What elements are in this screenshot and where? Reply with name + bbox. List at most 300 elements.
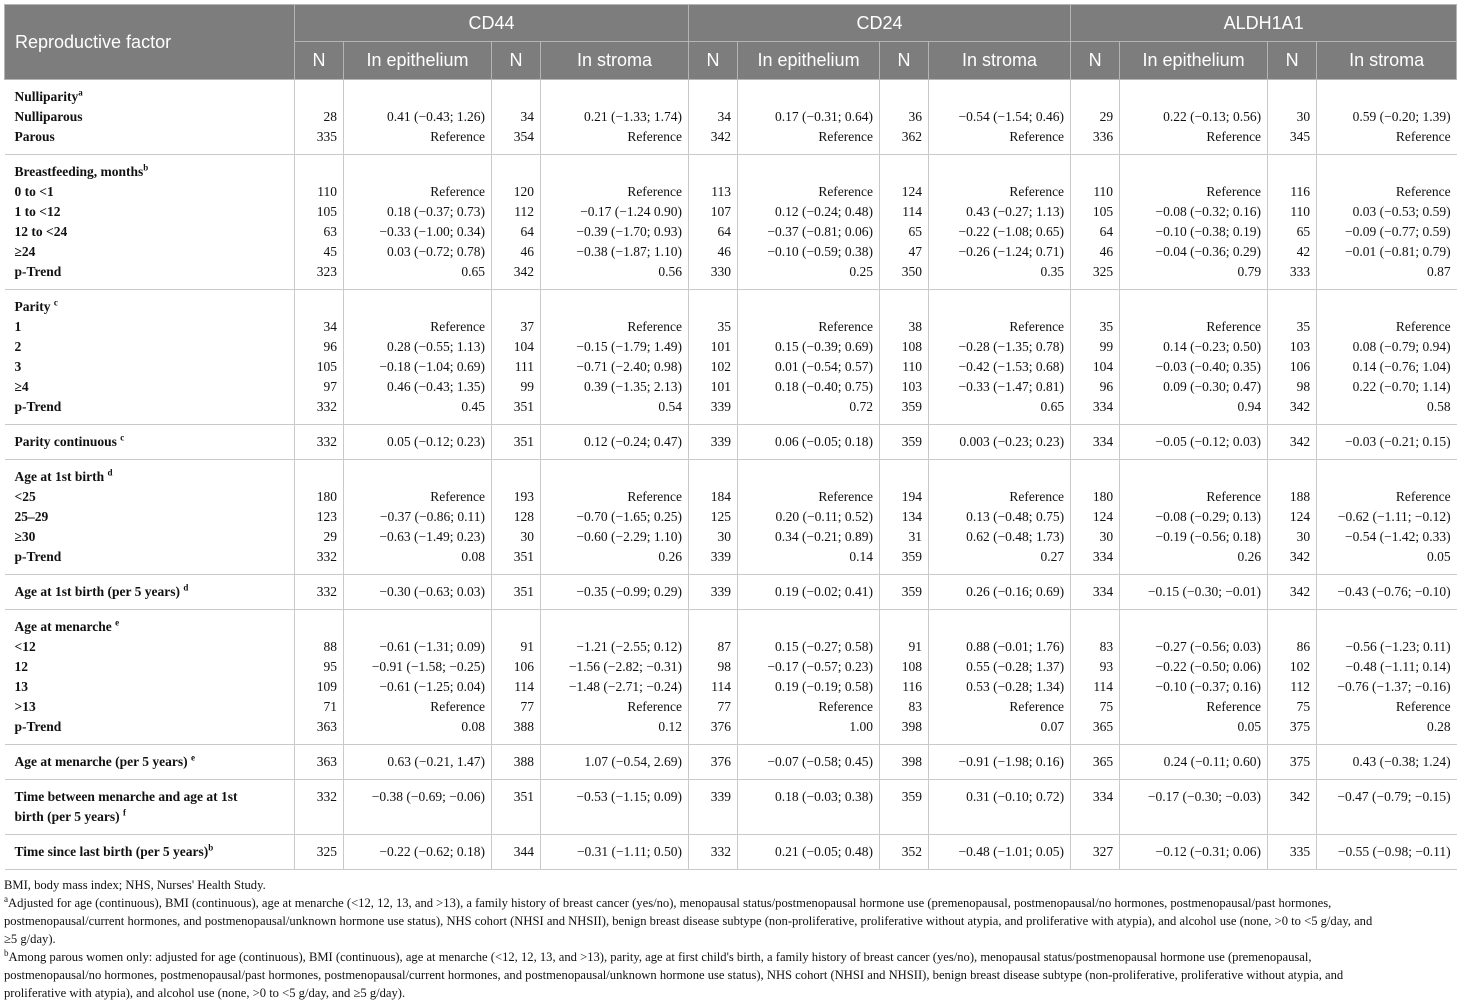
n-value: 388 [513,719,534,734]
spacer [301,297,337,317]
spacer [935,87,1064,107]
n-value: 104 [1092,359,1114,374]
n-value: 106 [1289,359,1311,374]
column-cd44-epithelium [344,80,492,155]
row-label: p-Trend [14,549,62,564]
spacer [935,162,1064,182]
row-labels-cell [5,80,295,155]
row-label: 0 to <1 [14,184,54,199]
footnote-b-marker: b [4,947,9,958]
column-aldh1a1-n [1071,575,1120,610]
group-title-text: Age at 1st birth (per 5 years) [14,584,184,599]
estimate-value: 1.00 [849,719,874,734]
n-value: 75 [1099,699,1114,714]
n-value: 351 [513,549,534,564]
n-value: 83 [1099,639,1114,654]
estimate-value: −0.33 (−1.47; 0.81) [958,379,1065,394]
group-title-text: Age at menarche (per 5 years) [14,754,191,769]
estimate-value: −0.08 (−0.32; 0.16) [1155,204,1262,219]
n-value: 30 [1099,529,1114,544]
estimate-value: −0.63 (−1.49; 0.23) [379,529,485,544]
n-value: 334 [1092,584,1114,599]
n-value: 339 [710,549,732,564]
column-cd24-n [880,780,929,835]
column-aldh1a1-n [1071,155,1120,290]
n-value: 65 [908,224,923,239]
estimate-value: Reference [818,129,874,144]
table-row-group [5,155,1457,290]
estimate-value: 0.08 [461,549,485,564]
spacer [1274,162,1310,182]
column-cd44-epithelium [344,460,492,575]
row-label: 1 [14,319,22,334]
column-aldh1a1-stroma [1317,745,1457,780]
n-value: 325 [1092,264,1114,279]
group-title [15,467,289,487]
estimate-value: 0.65 [461,264,485,279]
estimate-value: Reference [430,184,485,199]
n-value: 93 [1099,659,1114,674]
n-value: 376 [710,719,732,734]
estimate-value: 0.25 [849,264,874,279]
estimate-value: 0.18 (−0.37; 0.73) [387,204,485,219]
row-labels-cell [5,610,295,745]
n-value: 180 [1092,489,1114,504]
n-value: 376 [710,754,732,769]
spacer [350,617,485,637]
column-cd24-n [689,780,738,835]
estimate-value: 0.72 [849,399,874,414]
estimate-value: 0.14 (−0.23; 0.50) [1163,339,1262,354]
column-cd24-epithelium [738,425,880,460]
estimate-value: Reference [430,319,485,334]
spacer [498,162,534,182]
column-cd44-n [492,780,541,835]
n-value: 42 [1296,244,1311,259]
n-value: 351 [513,399,534,414]
footnote-b-line-1: Among parous women only: adjusted for age (continuous), BMI (continuous), age at menarche (<12, 12, 13, and >13), parity, age at first child's birth, a family history of breast cancer (yes/no), menopausal status/postmenopausal hormone use (premenopausal, [8,950,1312,964]
n-value: 339 [710,399,732,414]
estimate-value: 0.56 [658,264,683,279]
estimate-value: 0.06 (−0.05; 0.18) [775,434,874,449]
n-value: 63 [323,224,337,239]
column-cd24-n [880,610,929,745]
column-aldh1a1-n [1268,290,1317,425]
header-n: N [1071,42,1120,80]
estimate-value: 0.12 (−0.24; 0.48) [775,204,874,219]
n-value: 99 [520,379,534,394]
n-value: 342 [513,264,534,279]
table-row-group [5,780,1457,835]
results-table [4,4,1457,870]
group-title-footnote-marker: e [190,752,195,763]
column-aldh1a1-epithelium [1120,460,1268,575]
spacer [695,162,731,182]
column-cd44-epithelium [344,780,492,835]
n-value: 98 [1296,379,1311,394]
column-cd24-stroma [929,745,1071,780]
column-aldh1a1-n [1071,290,1120,425]
row-label: 2 [14,339,22,354]
header-cd24: CD24 [689,5,1071,42]
column-aldh1a1-stroma [1317,780,1457,835]
estimate-value: 0.22 (−0.13; 0.56) [1163,109,1262,124]
n-value: 359 [901,399,923,414]
n-value: 105 [316,359,337,374]
spacer [935,467,1064,487]
spacer [886,297,922,317]
footnote-b-line-3: proliferative with atypia), and alcohol use (none, >0 to <5 g/day, and ≥5 g/day). [4,986,406,1000]
column-cd44-n [295,610,344,745]
group-title-footnote-marker: c [53,297,58,308]
n-value: 103 [1289,339,1311,354]
footnote-b-line-2: postmenopausal/no hormones, postmenopausal/past hormones, postmenopausal/current hormones, and postmenopausal/unknown hormone use status), NHS cohort (NHSI and NHSII), benign breast disease subtype (non-proliferative, proliferative without atypia, and [4,968,1344,982]
n-value: 91 [520,639,534,654]
estimate-value: 0.27 [1040,549,1065,564]
estimate-value: 0.26 (−0.16; 0.69) [966,584,1065,599]
n-value: 365 [1092,719,1114,734]
column-cd24-n [689,460,738,575]
n-value: 335 [1289,844,1311,859]
estimate-value: Reference [627,184,683,199]
spacer [744,467,873,487]
n-value: 99 [1099,339,1114,354]
estimate-value: 0.13 (−0.48; 0.75) [966,509,1065,524]
estimate-value: −0.27 (−0.56; 0.03) [1155,639,1262,654]
spacer [695,87,731,107]
n-value: 120 [513,184,534,199]
column-cd24-stroma [929,575,1071,610]
estimate-value: Reference [1206,129,1262,144]
estimate-value: 0.05 (−0.12; 0.23) [387,434,485,449]
n-value: 88 [323,639,337,654]
spacer [498,87,534,107]
n-value: 96 [1099,379,1114,394]
estimate-value: −0.71 (−2.40; 0.98) [576,359,683,374]
column-cd24-stroma [929,610,1071,745]
estimate-value: 0.19 (−0.02; 0.41) [775,584,874,599]
group-title [15,787,289,807]
estimate-value: Reference [627,699,683,714]
estimate-value: Reference [1009,319,1065,334]
group-title [15,842,289,862]
n-value: 109 [316,679,337,694]
estimate-value: −0.19 (−0.56; 0.18) [1155,529,1262,544]
n-value: 325 [316,844,337,859]
estimate-value: Reference [1009,129,1065,144]
group-title [15,162,289,182]
column-aldh1a1-epithelium [1120,835,1268,870]
estimate-value: −0.37 (−0.86; 0.11) [379,509,485,524]
estimate-value: −0.47 (−0.79; −0.15) [1337,789,1451,804]
estimate-value: 0.55 (−0.28; 1.37) [966,659,1065,674]
column-cd44-stroma [541,610,689,745]
estimate-value: 0.31 (−0.10; 0.72) [966,789,1065,804]
n-value: 342 [1289,549,1311,564]
n-value: 123 [316,509,337,524]
column-cd44-n [295,290,344,425]
row-label: 3 [14,359,22,374]
estimate-value: Reference [1009,184,1065,199]
estimate-value: 0.28 (−0.55; 1.13) [387,339,485,354]
n-value: 102 [710,359,732,374]
spacer [1274,467,1310,487]
row-label: >13 [14,699,36,714]
header-cd44: CD44 [295,5,689,42]
n-value: 35 [717,319,732,334]
group-title-footnote-marker: f [122,807,126,818]
n-value: 64 [1099,224,1114,239]
column-cd44-n [295,80,344,155]
column-aldh1a1-epithelium [1120,780,1268,835]
column-cd24-epithelium [738,460,880,575]
n-value: 108 [901,659,923,674]
estimate-value: 0.18 (−0.40; 0.75) [775,379,874,394]
n-value: 354 [513,129,534,144]
n-value: 388 [513,754,534,769]
estimate-value: −0.61 (−1.31; 0.09) [379,639,485,654]
n-value: 110 [1290,204,1311,219]
estimate-value: −0.03 (−0.21; 0.15) [1345,434,1451,449]
estimate-value: 0.08 [461,719,485,734]
column-aldh1a1-stroma [1317,290,1457,425]
n-value: 125 [710,509,732,524]
n-value: 184 [710,489,732,504]
n-value: 34 [323,319,337,334]
column-aldh1a1-n [1268,575,1317,610]
n-value: 116 [902,679,923,694]
n-value: 111 [514,359,534,374]
n-value: 101 [710,339,732,354]
spacer [935,617,1064,637]
column-cd44-n [492,290,541,425]
n-value: 359 [901,789,923,804]
spacer [1126,617,1261,637]
column-cd24-n [880,575,929,610]
estimate-value: Reference [627,489,683,504]
n-value: 359 [901,434,923,449]
n-value: 336 [1092,129,1114,144]
estimate-value: −0.35 (−0.99; 0.29) [576,584,683,599]
estimate-value: −0.15 (−0.30; −0.01) [1147,584,1262,599]
n-value: 398 [901,719,923,734]
column-aldh1a1-epithelium [1120,425,1268,460]
spacer [301,87,337,107]
estimate-value: 1.07 (−0.54, 2.69) [584,754,683,769]
n-value: 398 [901,754,923,769]
table-row-group [5,460,1457,575]
column-cd44-stroma [541,745,689,780]
spacer [1077,162,1113,182]
group-title-footnote-marker: b [143,162,149,173]
spacer [350,297,485,317]
n-value: 110 [317,184,337,199]
estimate-value: 0.43 (−0.38; 1.24) [1352,754,1451,769]
n-value: 86 [1296,639,1311,654]
n-value: 114 [711,679,732,694]
spacer [935,297,1064,317]
n-value: 339 [710,789,732,804]
estimate-value: 0.53 (−0.28; 1.34) [966,679,1065,694]
spacer [886,162,922,182]
estimate-value: 0.34 (−0.21; 0.89) [775,529,874,544]
column-cd24-epithelium [738,745,880,780]
n-value: 46 [1099,244,1114,259]
column-cd24-n [880,155,929,290]
column-aldh1a1-n [1268,780,1317,835]
column-cd24-n [689,80,738,155]
estimate-value: −0.91 (−1.58; −0.25) [371,659,485,674]
column-aldh1a1-stroma [1317,425,1457,460]
spacer [1323,297,1451,317]
n-value: 71 [323,699,337,714]
n-value: 113 [711,184,732,199]
column-aldh1a1-stroma [1317,155,1457,290]
column-aldh1a1-epithelium [1120,155,1268,290]
spacer [301,467,337,487]
column-aldh1a1-n [1268,745,1317,780]
estimate-value: Reference [1395,319,1451,334]
row-label: 1 to <12 [14,204,61,219]
group-title-footnote-marker: e [115,617,120,628]
column-cd44-n [295,835,344,870]
estimate-value: 0.26 [658,549,683,564]
n-value: 83 [908,699,923,714]
spacer [886,87,922,107]
n-value: 359 [901,549,923,564]
footnote-a-line-3: ≥5 g/day). [4,932,56,946]
column-cd44-stroma [541,425,689,460]
n-value: 35 [1099,319,1114,334]
column-cd24-epithelium [738,290,880,425]
spacer [886,617,922,637]
estimate-value: 0.87 [1426,264,1451,279]
estimate-value: 0.08 (−0.79; 0.94) [1352,339,1451,354]
header-n: N [1268,42,1317,80]
estimate-value: 0.12 (−0.24; 0.47) [584,434,683,449]
column-cd24-n [880,80,929,155]
n-value: 332 [316,399,337,414]
row-labels-cell [5,460,295,575]
table-row-group [5,575,1457,610]
group-title [15,617,289,637]
n-value: 375 [1289,719,1311,734]
estimate-value: −1.21 (−2.55; 0.12) [576,639,683,654]
estimate-value: −0.05 (−0.12; 0.03) [1155,434,1262,449]
estimate-value: Reference [1395,489,1451,504]
n-value: 342 [1289,789,1311,804]
spacer [498,467,534,487]
estimate-value: −0.48 (−1.11; 0.14) [1345,659,1451,674]
n-value: 335 [316,129,337,144]
n-value: 193 [513,489,534,504]
spacer [744,162,873,182]
spacer [498,297,534,317]
column-cd44-n [492,80,541,155]
group-title-footnote-marker: b [208,842,214,853]
group-title-text: Parity continuous [14,434,121,449]
n-value: 105 [316,204,337,219]
column-cd24-stroma [929,290,1071,425]
spacer [1274,297,1310,317]
estimate-value: 0.07 [1040,719,1065,734]
n-value: 332 [316,584,337,599]
column-cd44-n [492,835,541,870]
n-value: 339 [710,434,732,449]
estimate-value: Reference [818,184,874,199]
column-cd44-n [492,460,541,575]
n-value: 124 [901,184,923,199]
n-value: 332 [316,789,337,804]
n-value: 116 [1290,184,1311,199]
column-cd44-n [295,745,344,780]
row-label: <12 [14,639,36,654]
row-label: p-Trend [14,264,62,279]
n-value: 330 [710,264,732,279]
column-aldh1a1-epithelium [1120,610,1268,745]
estimate-value: −0.76 (−1.37; −0.16) [1337,679,1451,694]
n-value: 38 [908,319,923,334]
estimate-value: 0.54 [658,399,683,414]
column-cd24-n [689,155,738,290]
spacer [1323,467,1451,487]
column-cd24-n [880,425,929,460]
estimate-value: 0.65 [1040,399,1065,414]
column-cd24-n [689,425,738,460]
estimate-value: −0.03 (−0.40; 0.35) [1155,359,1262,374]
n-value: 344 [513,844,534,859]
estimate-value: −0.22 (−1.08; 0.65) [958,224,1065,239]
column-aldh1a1-n [1071,745,1120,780]
column-aldh1a1-n [1071,780,1120,835]
n-value: 345 [1289,129,1311,144]
group-title-text: Age at menarche [14,619,116,634]
estimate-value: 0.21 (−0.05; 0.48) [775,844,874,859]
table-footnotes [4,876,1456,1002]
column-aldh1a1-stroma [1317,80,1457,155]
estimate-value: −0.10 (−0.37; 0.16) [1155,679,1262,694]
row-labels-cell [5,575,295,610]
estimate-value: 0.18 (−0.03; 0.38) [775,789,874,804]
estimate-value: 0.45 [461,399,485,414]
spacer [1323,87,1451,107]
column-cd24-epithelium [738,610,880,745]
estimate-value: 0.58 [1426,399,1451,414]
table-row-group [5,610,1457,745]
column-cd44-epithelium [344,155,492,290]
column-cd44-epithelium [344,835,492,870]
row-labels-cell [5,425,295,460]
n-value: 351 [513,434,534,449]
group-title [15,87,289,107]
n-value: 31 [908,529,923,544]
n-value: 29 [1099,109,1114,124]
column-cd44-n [492,575,541,610]
column-aldh1a1-epithelium [1120,745,1268,780]
n-value: 29 [323,529,337,544]
column-cd24-stroma [929,80,1071,155]
spacer [498,617,534,637]
footnote-a-marker: a [4,893,8,904]
n-value: 332 [316,434,337,449]
n-value: 375 [1289,754,1311,769]
column-cd24-n [689,745,738,780]
spacer [547,617,682,637]
n-value: 104 [513,339,534,354]
header-n: N [492,42,541,80]
estimate-value: Reference [1395,184,1451,199]
row-label: ≥30 [14,529,36,544]
